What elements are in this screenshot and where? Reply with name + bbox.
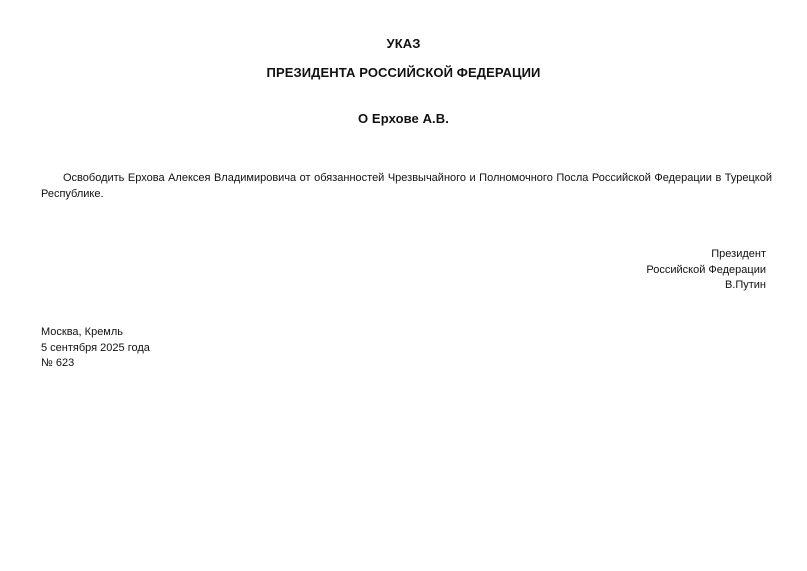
document-subject: О Ерхове А.В.	[358, 111, 449, 126]
decree-body: Освободить Ерхова Алексея Владимировича от обязанностей Чрезвычайного и Полномочного Посла Российской Федерации в Турецкой Республике.	[41, 172, 772, 200]
signature-block	[646, 247, 766, 294]
document-title: УКАЗ	[386, 36, 421, 51]
signature-name: В.Путин	[724, 279, 766, 291]
decree-number: № 623	[41, 357, 75, 369]
document-issuer: ПРЕЗИДЕНТА РОССИЙСКОЙ ФЕДЕРАЦИИ	[266, 65, 541, 80]
signature-position-line1: Президент	[711, 248, 766, 260]
place-date-block	[41, 325, 150, 372]
issue-date: 5 сентября 2025 года	[41, 341, 150, 354]
issue-place: Москва, Кремль	[41, 326, 124, 338]
signature-position-line2: Российской Федерации	[646, 263, 766, 276]
